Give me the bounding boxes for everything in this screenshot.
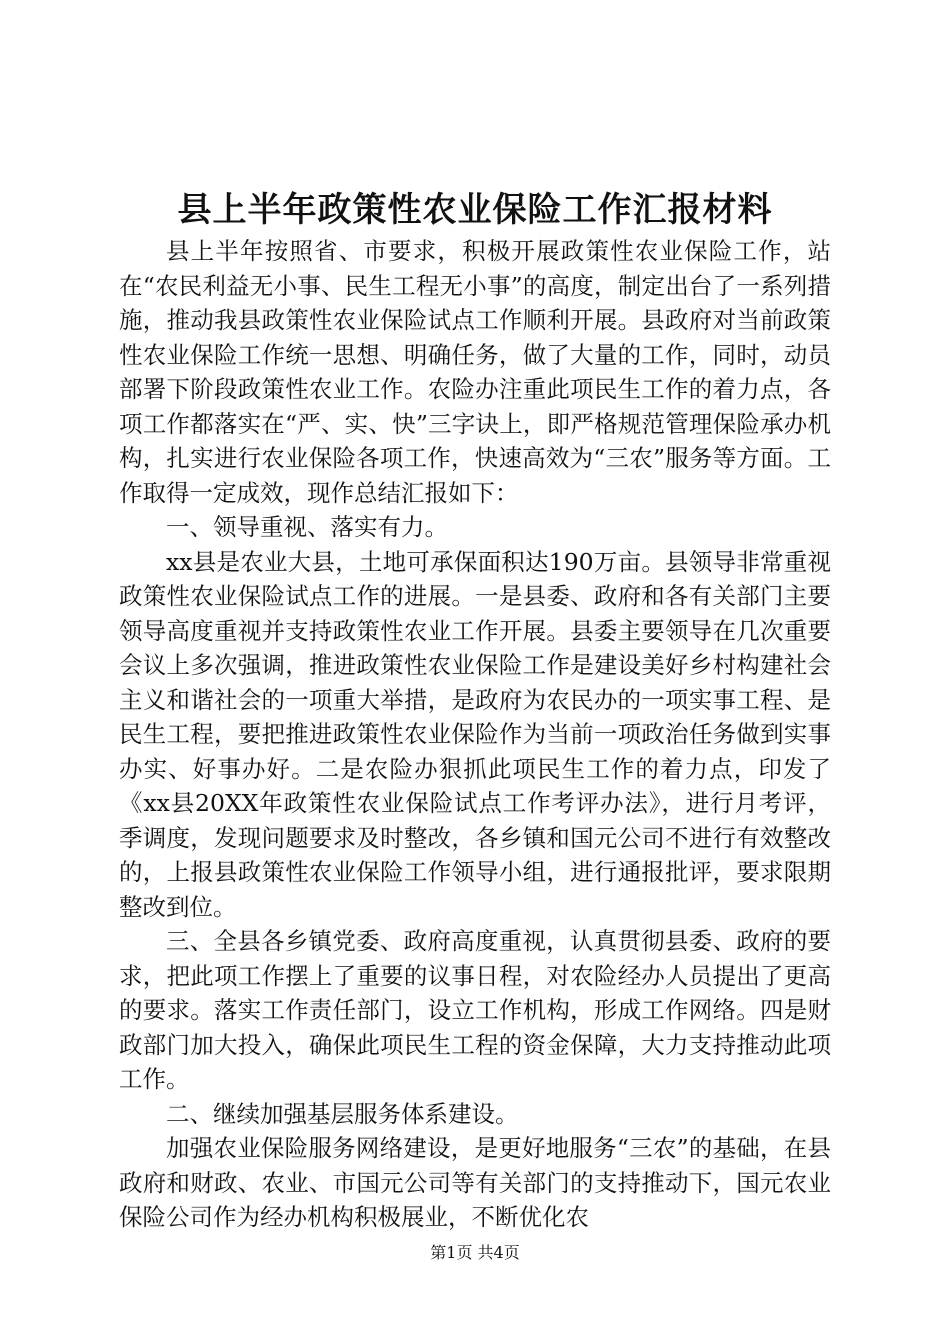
- document-title: 县上半年政策性农业保险工作汇报材料: [177, 190, 773, 230]
- page-footer: 第1页 共4页: [430, 1243, 520, 1262]
- paragraph-leadership: xx县是农业大县，土地可承保面积达190万亩。县领导非常重视政策性农业保险试点工作的进展。一是县委、政府和各有关部门主要领导高度重视并支持政策性农业工作开展。县委主要领导在几次重要会议上多次强调，推进政策性农业保险工作是建设美好乡村构建社会主义和谐社会的一项重大举措，是政府为农民办的一项实事工程、是民生工程，要把推进政策性农业保险作为当前一项政治任务做到实事办实、好事办好。二是农险办狠抓此项民生工作的着力点，印发了《xx县20XX年政策性农业保险试点工作考评办法》，进行月考评，季调度，发现问题要求及时整改，各乡镇和国元公司不进行有效整改的，上报县政策性农业保险工作领导小组，进行通报批评，要求限期整改到位。: [119, 547, 831, 921]
- paragraph-intro: 县上半年按照省、市要求，积极开展政策性农业保险工作，站在“农民利益无小事、民生工程无小事”的高度，制定出台了一系列措施，推动我县政策性农业保险试点工作顺利开展。县政府对当前政策性农业保险工作统一思想、明确任务，做了大量的工作，同时，动员部署下阶段政策性农业工作。农险办注重此项民生工作的着力点，各项工作都落实在“严、实、快”三字诀上，即严格规范管理保险承办机构，扎实进行农业保险各项工作，快速高效为“三农”服务等方面。工作取得一定成效，现作总结汇报如下：: [119, 237, 831, 507]
- section-heading-2: 二、继续加强基层服务体系建设。: [166, 1099, 519, 1128]
- paragraph-townships: 三、全县各乡镇党委、政府高度重视，认真贯彻县委、政府的要求，把此项工作摆上了重要的议事日程，对农险经办人员提出了更高的要求。落实工作责任部门，设立工作机构，形成工作网络。四是财政部门加大投入，确保此项民生工程的资金保障，大力支持推动此项工作。: [119, 927, 831, 1093]
- section-heading-1: 一、领导重视、落实有力。: [166, 513, 448, 541]
- document-body: [119, 234, 831, 1235]
- paragraph-service-network: 加强农业保险服务网络建设，是更好地服务“三农”的基础，在县政府和财政、农业、市国元公司等有关部门的支持推动下，国元农业保险公司作为经办机构积极展业，不断优化农: [119, 1134, 831, 1231]
